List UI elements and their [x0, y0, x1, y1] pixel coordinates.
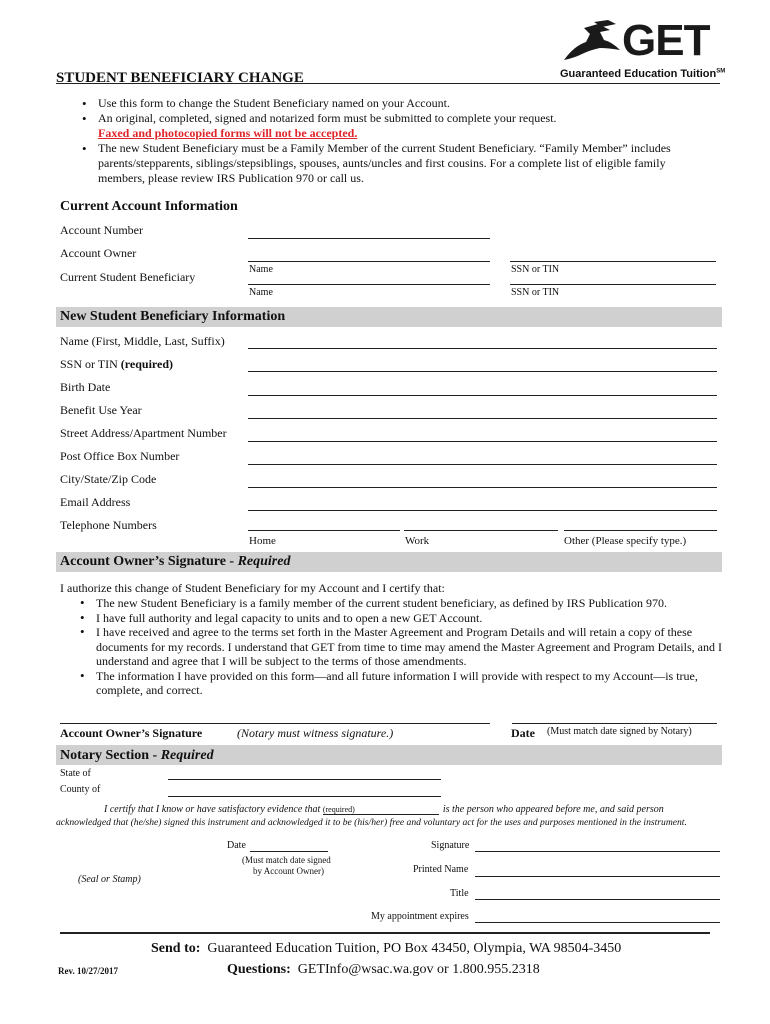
required-mark: (required) — [120, 357, 174, 371]
pobox-label: Post Office Box Number — [60, 449, 180, 463]
notary-date-label: Date — [227, 840, 246, 851]
page-title: STUDENT BENEFICIARY CHANGE — [56, 70, 304, 86]
birth-date-field[interactable] — [248, 395, 717, 396]
questions-line: Questions: GETInfo@wsac.wa.gov or 1.800.955.2318 — [227, 962, 540, 977]
certify-item: • I have received and agree to the terms set forth in the Master Agreement and Program Details and will retain a copy of these documents for my records. I understand that GET from time to time may amend the Master Agreement and Program Details, and I understand and agree that I will be subject to the terms of those amendments. — [72, 625, 722, 669]
fax-warning: Faxed and photocopied forms will not be accepted. — [98, 126, 358, 140]
owner-date-field[interactable] — [512, 723, 717, 724]
graduate-icon — [560, 20, 624, 64]
new-name-field[interactable] — [248, 348, 717, 349]
printed-name-label: Printed Name — [413, 864, 469, 875]
benefit-year-field[interactable] — [248, 418, 717, 419]
certify-required: (required) — [323, 805, 439, 815]
printed-name-field[interactable] — [475, 876, 720, 877]
city-field[interactable] — [248, 487, 717, 488]
current-beneficiary-ssn-field[interactable] — [510, 284, 716, 285]
email-field[interactable] — [248, 510, 717, 511]
current-section-title: Current Account Information — [60, 199, 238, 214]
signature-section-title: Account Owner’s Signature - Required — [60, 554, 291, 569]
county-field[interactable] — [168, 796, 441, 797]
state-label: State of — [60, 768, 91, 779]
notary-signature-field[interactable] — [475, 851, 720, 852]
street-field[interactable] — [248, 441, 717, 442]
notary-date-field[interactable] — [250, 851, 328, 852]
current-beneficiary-label: Current Student Beneficiary — [60, 270, 196, 284]
owner-date-label: Date — [511, 726, 535, 740]
account-owner-label: Account Owner — [60, 246, 137, 260]
street-label: Street Address/Apartment Number — [60, 426, 227, 440]
logo-mark: GET — [622, 16, 710, 65]
name-caption: Name — [249, 264, 273, 275]
certify-line-2: acknowledged that (he/she) signed this instrument and acknowledged it to be (his/her) free and voluntary act for the uses and purposes mentioned in the instrument. — [56, 817, 687, 828]
new-ssn-field[interactable] — [248, 371, 717, 372]
required-mark: Required — [160, 748, 214, 763]
footer-rule — [60, 932, 710, 934]
name-caption: Name — [249, 287, 273, 298]
authorize-text: I authorize this change of Student Beneficiary for my Account and I certify that: — [60, 581, 445, 595]
email-label: Email Address — [60, 495, 131, 509]
title-rule — [56, 83, 720, 84]
account-number-field[interactable] — [248, 238, 490, 239]
owner-date-note: (Must match date signed by Notary) — [547, 726, 692, 737]
intro-list — [74, 96, 714, 186]
other-caption: Other (Please specify type.) — [564, 535, 687, 547]
ssn-caption: SSN or TIN — [511, 264, 560, 275]
intro-item: • An original, completed, signed and notarized form must be submitted to complete your request. Faxed and photocopied forms will not be accepted. — [74, 111, 714, 141]
appointment-expires-label: My appointment expires — [371, 911, 469, 922]
intro-item: • The new Student Beneficiary must be a Family Member of the current Student Beneficiary. “Family Member” includes parents/stepparents, siblings/stepsiblings, spouses, aunts/uncles and first cousins. For a complete list of eligible family members, please review IRS Publication 970 or call us. — [74, 141, 714, 186]
certify-item: • The new Student Beneficiary is a family member of the current student beneficiary, as defined by IRS Publication 970. — [72, 596, 722, 611]
logo-tm: SM — [716, 68, 726, 75]
intro-item: • Use this form to change the Student Beneficiary named on your Account. — [74, 96, 714, 111]
notary-section-title: Notary Section - Required — [60, 748, 214, 763]
home-caption: Home — [249, 535, 276, 547]
certify-list — [72, 596, 722, 698]
certify-line-1: I certify that I know or have satisfactory evidence that (required) is the person who appeared before me, and said person — [104, 804, 664, 815]
other-phone-field[interactable] — [564, 530, 717, 531]
owner-signature-label: Account Owner’s Signature — [60, 726, 203, 740]
pobox-field[interactable] — [248, 464, 717, 465]
city-label: City/State/Zip Code — [60, 472, 157, 486]
rev-label: Rev. 10/27/2017 — [58, 966, 118, 976]
new-ssn-label: SSN or TIN (required) — [60, 357, 174, 371]
work-caption: Work — [405, 535, 430, 547]
birth-date-label: Birth Date — [60, 380, 111, 394]
notary-date-note-1: (Must match date signed — [242, 855, 331, 865]
title-label: Title — [450, 888, 469, 899]
account-owner-ssn-field[interactable] — [510, 261, 716, 262]
title-field[interactable] — [475, 899, 720, 900]
required-mark: Required — [237, 554, 291, 569]
logo — [560, 16, 726, 80]
account-owner-field[interactable] — [248, 261, 490, 262]
home-phone-field[interactable] — [248, 530, 400, 531]
owner-signature-field[interactable] — [60, 723, 490, 724]
notary-date-note-2: by Account Owner) — [253, 866, 324, 876]
notary-signature-label: Signature — [431, 840, 470, 851]
phone-label: Telephone Numbers — [60, 518, 157, 532]
new-name-label: Name (First, Middle, Last, Suffix) — [60, 334, 225, 348]
county-label: County of — [60, 784, 101, 795]
state-field[interactable] — [168, 779, 441, 780]
seal-stamp-label: (Seal or Stamp) — [78, 874, 141, 885]
certify-item: • I have full authority and legal capacity to units and to open a new GET Account. — [72, 611, 722, 626]
certify-item: • The information I have provided on this form—and all future information I will provide with respect to my Account—is true, complete, and correct. — [72, 669, 722, 698]
benefit-year-label: Benefit Use Year — [60, 403, 142, 417]
send-to-line: Send to: Guaranteed Education Tuition, PO Box 43450, Olympia, WA 98504-3450 — [151, 941, 622, 956]
appointment-expires-field[interactable] — [475, 922, 720, 923]
new-section-title: New Student Beneficiary Information — [60, 309, 286, 324]
notary-witness-note: (Notary must witness signature.) — [237, 726, 394, 740]
ssn-caption: SSN or TIN — [511, 287, 560, 298]
current-beneficiary-name-field[interactable] — [248, 284, 490, 285]
account-number-label: Account Number — [60, 223, 143, 237]
logo-subtitle: Guaranteed Education Tuition — [560, 68, 717, 80]
work-phone-field[interactable] — [404, 530, 558, 531]
